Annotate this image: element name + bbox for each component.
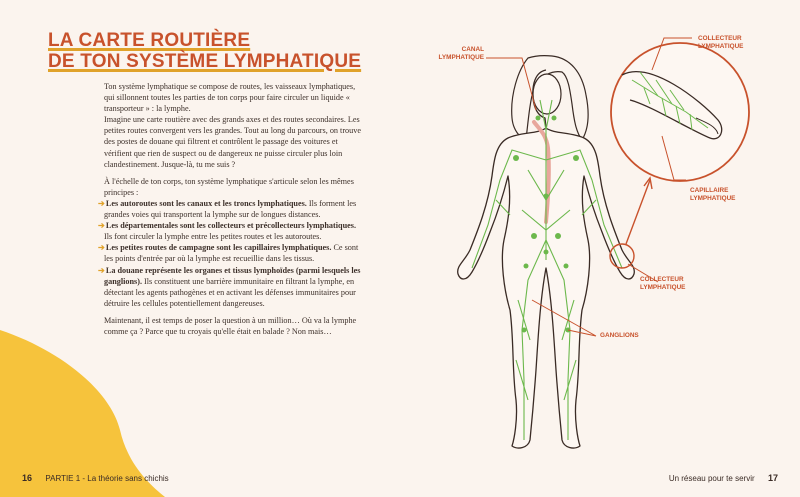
page-footer-right	[669, 473, 778, 483]
list-item: ➔La douane représente les organes et tissus lymphoïdes (parmi lesquels les ganglions). Ils constituent une barrière immunitaire en filtrant la lymphe, en détectant les agents pathogènes et en activant les défenses immunitaires pour détruire les cellules potentiellement dangereuses.	[98, 265, 361, 308]
arrow-bullet-icon: ➔	[98, 243, 105, 253]
label-capillaire: CAPILLAIRE LYMPHATIQUE	[690, 187, 736, 202]
paragraph-4: Maintenant, il est temps de poser la question à un million… Où va la lymphe comme ça ? Parce que tu croyais qu'elle était en balade ? Non mais…	[104, 315, 357, 336]
label-collecteur-top: COLLECTEUR LYMPHATIQUE	[698, 35, 744, 50]
paragraph-1: Ton système lymphatique se compose de routes, les vaisseaux lymphatiques, qui sillonnent toutes les parties de ton corps pour faire circuler un liquide « transporteur » : la lymphe.	[104, 82, 356, 114]
page-footer-left	[22, 473, 169, 483]
paragraph-2: Imagine une carte routière avec des grands axes et des routes secondaires. Les petites routes convergent vers les grandes. Tout au long du parcours, on trouve des postes de douane qui filtrent et contrôlent le passage des voitures et vérifient que rien de suspect ou de dangereux ne puisse circuler plus loin clandestinement. Jusque-là, tu me suis ?	[104, 115, 361, 169]
list-item: ➔Les autoroutes sont les canaux et les troncs lymphatiques. Ils forment les grandes voies qui transportent la lymphe sur de longues distances.	[98, 198, 357, 220]
page-number: 17	[767, 473, 778, 483]
title-line-2: DE TON SYSTÈME LYMPHATIQUE	[48, 51, 362, 72]
title-line-1: LA CARTE ROUTIÈRE	[48, 30, 251, 51]
arrow-bullet-icon: ➔	[98, 198, 105, 208]
right-page	[400, 0, 800, 497]
face-outline	[533, 74, 561, 114]
magnified-detail-circle	[611, 43, 749, 181]
page-title	[48, 30, 361, 72]
running-head: Un réseau pour te servir	[668, 474, 755, 483]
label-canal-lymphatique: CANAL LYMPHATIQUE	[438, 46, 484, 61]
page-number: 16	[22, 473, 33, 483]
principles-list	[98, 198, 366, 309]
lymphatic-body-illustration	[400, 0, 800, 497]
paragraph	[104, 81, 366, 170]
paragraph-3: À l'échelle de ton corps, ton système lymphatique s'articule selon les mêmes principes :	[104, 176, 354, 197]
list-item: ➔Les départementales sont les collecteurs et précollecteurs lymphatiques. Ils font circuler la lymphe entre les petites routes et les autoroutes.	[98, 221, 356, 242]
label-collecteur-mid: COLLECTEUR LYMPHATIQUE	[640, 276, 686, 291]
arrow-bullet-icon: ➔	[98, 265, 105, 275]
arrow-bullet-icon: ➔	[98, 221, 105, 231]
body-text	[98, 81, 366, 343]
list-item: ➔Les petites routes de campagne sont les capillaires lymphatiques. Ce sont les points d'entrée par où la lymphe est recueillie dans les tissus.	[98, 243, 359, 264]
running-head: PARTIE 1 - La théorie sans chichis	[45, 474, 169, 483]
label-ganglions: GANGLIONS	[600, 332, 639, 339]
zoom-arrow-line	[626, 180, 650, 244]
